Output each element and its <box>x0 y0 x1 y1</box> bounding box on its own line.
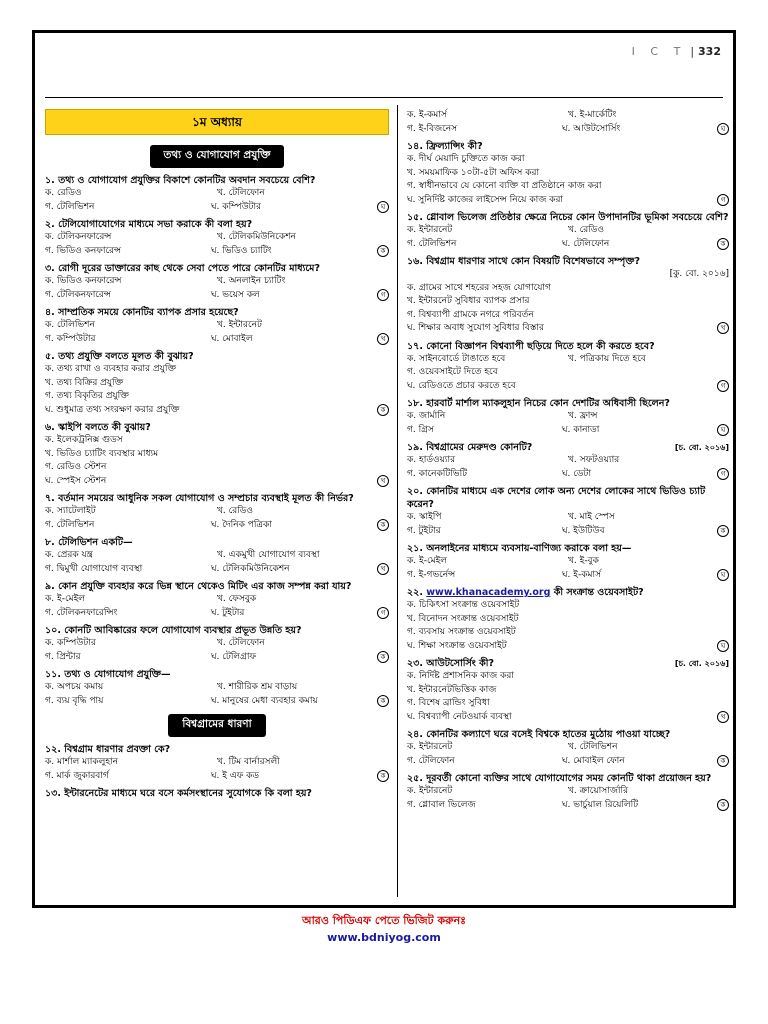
option: ঘ. ভয়েস কল <box>211 289 260 300</box>
option: গ. ব্যয় বৃদ্ধি পায় <box>45 695 104 706</box>
option: ঘ. টুইটার <box>211 607 245 618</box>
option: ঘ. ভিডিও চ্যাটিং <box>211 245 272 256</box>
question: ৩. রোগী দূরের ডাক্তারের কাছ থেকে সেবা পেতে পারে কোনটির মাধ্যমে? <box>45 263 320 274</box>
option: ক. সাইনবোর্ডে টাঙাতে হবে <box>407 353 506 364</box>
answer-mark: খ <box>377 333 389 345</box>
question <box>407 657 729 670</box>
question: ১৬. বিশ্বগ্রাম ধারণার সাথে কোন বিষয়টি বিশেষভাবে সম্পৃক্ত? <box>407 256 641 267</box>
option: গ. ব্যবসায় সংক্রান্ত ওয়েবসাইট <box>407 627 516 637</box>
option: খ. ফ্রান্স <box>568 411 598 421</box>
chapter-banner: ১ম অধ্যায় <box>45 109 389 135</box>
option: ঘ. শিক্ষার অবাধ সুযোগ সুবিধার বিস্তার <box>407 323 544 333</box>
option: গ. টেলিভিশন <box>407 238 457 249</box>
option: ঘ. আউটসোর্সিং <box>562 123 621 134</box>
question: ১৩. ইন্টারনেটের মাধ্যমে ঘরে বসে কর্মসংস্থানের সুযোগকে কি বলা হয়? <box>45 788 312 799</box>
options <box>407 454 729 481</box>
answer-mark: ঘ <box>717 569 729 581</box>
answer-mark: ক <box>717 799 729 811</box>
option: ঘ. বিশ্বব্যাপী নেটওয়ার্ক ব্যবস্থা <box>407 711 512 722</box>
options <box>45 756 389 783</box>
question: ২১. অনলাইনের মাধ্যমে ব্যবসায়-বাণিজ্য করাকে বলা হয়— <box>407 543 632 554</box>
option: ক. ই-মেইল <box>407 556 447 566</box>
question: ৬. স্কাইপি বলতে কী বুঝায়? <box>45 422 151 433</box>
option: খ. ই-বুক <box>568 556 599 566</box>
answer-mark: ক <box>717 525 729 537</box>
options <box>45 549 389 576</box>
option: ক. জার্মানি <box>407 411 446 421</box>
option: ক. তথ্য রাখা ও ব্যবহার করার প্রযুক্তি <box>45 364 177 374</box>
question-text: ২৩. আউটসোর্সিং কী? <box>407 658 495 669</box>
question: ২৫. দূরবর্তী কোনো ব্যক্তির সাথে যোগাযোগের সময় কোনটি থাকা প্রয়োজন হয়? <box>407 773 712 784</box>
option: ক. চিকিৎসা সংক্রান্ত ওয়েবসাইট <box>407 600 520 610</box>
option: খ. মাই স্পেস <box>568 512 615 522</box>
option: খ. টিম বার্নারসলী <box>217 757 280 767</box>
option: খ. শারীরিক শ্রম বাড়ায় <box>217 682 298 692</box>
page-footer <box>0 912 768 944</box>
option: ঘ. ইউটিউব <box>562 525 605 536</box>
option: ক. রেডিও <box>45 188 82 198</box>
header-rule <box>45 97 723 98</box>
question: ১০. কোনটি আবিষ্কারের ফলে যোগাযোগ ব্যবস্থার প্রভূত উন্নতি হয়? <box>45 625 302 636</box>
option: খ. টেলিফোন <box>217 188 265 198</box>
option: ক. ই-কমার্স <box>407 110 447 120</box>
option: খ. রেডিও <box>217 506 254 516</box>
options <box>407 599 729 653</box>
answer-mark: ক <box>377 245 389 257</box>
option: ক. দীর্ঘ মেয়াদি চুক্তিতে কাজ করা <box>407 154 525 164</box>
option: ঘ. টেলিফোন <box>562 238 610 249</box>
option: ঘ. ই-কমার্স <box>562 569 602 580</box>
option: গ. কম্পিউটার <box>45 333 96 344</box>
option: ক. টেলিকনফারেন্স <box>45 232 112 242</box>
board-note: [চ. বো. ২০১৬] <box>674 443 729 452</box>
option: ঘ. টেলিকমিউনিকেশন <box>211 563 290 574</box>
board-note: [চ. বো. ২০১৬] <box>674 659 729 668</box>
option: গ. তথ্য বিকৃতির প্রযুক্তি <box>45 391 129 401</box>
option: খ. ই-মার্কেটিং <box>568 110 617 120</box>
options <box>407 670 729 724</box>
question-text: কী সংক্রান্ত ওয়েবসাইট? <box>553 587 644 598</box>
option: ঘ. মোবাইল <box>211 333 253 344</box>
option: ক. ই-মেইল <box>45 594 85 604</box>
options <box>407 268 729 336</box>
answer-mark: ঘ <box>377 201 389 213</box>
option: ক. স্কাইপি <box>407 512 442 522</box>
option: গ. দ্বিমুখী যোগাযোগ ব্যবস্থা <box>45 563 143 574</box>
option: খ. ভিডিও চ্যাটিং ব্যবস্থার মাধ্যম <box>45 448 159 459</box>
options <box>407 741 729 768</box>
option: ক. মার্শাল ম্যাকলুহান <box>45 757 119 767</box>
option: ঘ. কম্পিউটার <box>211 201 262 212</box>
answer-mark: ক <box>377 651 389 663</box>
options <box>407 511 729 538</box>
options <box>407 224 729 251</box>
question: ১২. বিশ্বগ্রাম ধারণার প্রবক্তা কে? <box>45 744 171 755</box>
question: ২০. কোনটির মাধ্যমে এক দেশের লোক অন্য দেশের লোকের সাথে ভিডিও চ্যাট করেন? <box>407 486 706 510</box>
question: ১৪. ফ্রিল্যান্সিং কী? <box>407 141 483 152</box>
option: ঘ. শুধুমাত্র তথ্য সংরক্ষণ করার প্রযুক্তি <box>45 404 180 415</box>
option: ক. ইন্টারনেট <box>407 742 453 752</box>
answer-mark: ক <box>717 755 729 767</box>
answer-mark: ক <box>377 519 389 531</box>
section-heading: বিশ্বগ্রামের ধারণা <box>168 714 265 737</box>
option: খ. অনলাইন চ্যাটিং <box>217 276 286 286</box>
options <box>407 153 729 207</box>
question: ৪. সাম্প্রতিক সময়ে কোনটির ব্যাপক প্রসার হয়েছে? <box>45 307 239 318</box>
answer-mark: গ <box>717 380 729 392</box>
answer-mark: ঘ <box>717 123 729 135</box>
answer-mark: ক <box>377 695 389 707</box>
options <box>45 187 389 214</box>
question <box>407 441 729 454</box>
option: ঘ. ভার্চুয়াল রিয়েলিটি <box>562 799 639 810</box>
question: ২. টেলিযোগাযোগের মাধ্যমে সভা করাকে কী বলা হয়? <box>45 219 253 230</box>
page-number: 332 <box>698 45 721 58</box>
option: গ. ওয়েবসাইটে দিতে হবে <box>407 367 498 377</box>
option: ঘ. শিক্ষা সংক্রান্ত ওয়েবসাইট <box>407 640 507 651</box>
option: গ. ই-গভর্নেন্স <box>407 569 456 580</box>
right-column <box>407 109 729 812</box>
answer-mark: ঘ <box>717 640 729 652</box>
option: গ. প্রিন্টার <box>45 651 81 662</box>
option: ক. ভিডিও কনফারেন্স <box>45 276 122 286</box>
left-column <box>45 109 389 800</box>
option: খ. সফটওয়্যার <box>568 455 620 465</box>
website-link[interactable]: www.khanacademy.org <box>426 587 551 598</box>
answer-mark: খ <box>717 711 729 723</box>
option: খ. ইন্টারনেট সুবিধার ব্যাপক প্রসার <box>407 296 530 306</box>
page-frame <box>32 30 736 908</box>
answer-mark: খ <box>377 563 389 575</box>
option: গ. টেলিকনফারেন্সিং <box>45 607 118 618</box>
option: ক. ইন্টারনেট <box>407 225 453 235</box>
option: গ. মার্ক জুকারবার্গ <box>45 770 109 781</box>
question: ১. তথ্য ও যোগাযোগ প্রযুক্তির বিকাশে কোনটির অবদান সবচেয়ে বেশি? <box>45 175 316 186</box>
option: খ. ইন্টারনেটভিত্তিক কাজ <box>407 684 497 695</box>
option: ক. অপচয় কমায় <box>45 682 104 692</box>
answer-mark: ঘ <box>717 424 729 436</box>
column-divider <box>397 105 398 897</box>
option: গ. টেলিকনফারেন্স <box>45 289 111 300</box>
options <box>45 363 389 417</box>
option: গ. কানেকটিভিটি <box>407 468 468 479</box>
answer-mark: ক <box>717 238 729 250</box>
option: গ. টুইটার <box>407 525 441 536</box>
answer-mark: ক <box>377 770 389 782</box>
option: গ. ই-বিজনেস <box>407 123 458 134</box>
subject-label: I C T <box>631 45 687 58</box>
option: ঘ. মোবাইল ফোন <box>562 755 625 766</box>
options <box>45 593 389 620</box>
option: গ. টেলিফোন <box>407 755 455 766</box>
option: খ. ফেসবুক <box>217 594 257 604</box>
question: ২৪. কোনটির কল্যাণে ঘরে বসেই বিশ্বকে হাতের মুঠোয় পাওয়া যাচ্ছে? <box>407 729 671 740</box>
option: ঘ. ডেটা <box>562 468 592 479</box>
options <box>407 353 729 394</box>
question: ৯. কোন প্রযুক্তি ব্যবহার করে ভিন্ন স্থানে থেকেও মিটিং এর কাজ সম্পন্ন করা যায়? <box>45 581 352 592</box>
option: ঘ. দৈনিক পত্রিকা <box>211 519 272 530</box>
question: ১৭. কোনো বিজ্ঞাপন বিশ্বব্যাপী ছড়িয়ে দিতে হলে কী করতে হবে? <box>407 340 655 352</box>
option: খ. একমুখী যোগাযোগ ব্যবস্থা <box>217 550 320 560</box>
option: ঘ. সুনির্দিষ্ট কাজের লাইসেন্স নিয়ে কাজ করা <box>407 194 564 205</box>
option: গ. বিশেষ ব্রান্ডিং সুবিধা <box>407 698 490 708</box>
answer-mark: খ <box>717 322 729 334</box>
board-note: [কু. বো. ২০১৬] <box>669 269 729 279</box>
options <box>45 434 389 488</box>
option: ক. ইলেকট্রনিক্স গুডস <box>45 435 123 445</box>
option: খ. তথ্য বিক্রির প্রযুক্তি <box>45 377 124 388</box>
option: ক. হার্ডওয়্যার <box>407 455 456 465</box>
answer-mark: গ <box>377 289 389 301</box>
option: ঘ. টেলিগ্রাফ <box>211 651 257 662</box>
option: খ. টেলিফোন <box>217 638 265 648</box>
option: খ. ক্রায়োসার্জারি <box>568 786 629 796</box>
answer-mark: খ <box>377 475 389 487</box>
question: ১৮. হারবার্ট মার্শাল ম্যাকলুহান নিচের কোন দেশটির অধিবাসী ছিলেন? <box>407 398 670 409</box>
footer-promo: আরও পিডিএফ পেতে ভিজিট করুনঃ <box>301 914 467 927</box>
options <box>407 785 729 812</box>
option: গ. টেলিভিশন <box>45 201 95 212</box>
option: গ. গ্রিস <box>407 424 434 435</box>
option: গ. টেলিভিশন <box>45 519 95 530</box>
options <box>407 555 729 582</box>
question-number: ২২. <box>407 587 423 598</box>
question: ৮. টেলিভিশন একটি— <box>45 537 133 548</box>
options <box>45 681 389 708</box>
options <box>45 505 389 532</box>
option: খ. রেডিও <box>568 225 605 235</box>
answer-mark: গ <box>377 607 389 619</box>
answer-mark: গ <box>717 194 729 206</box>
option: ক. ইন্টারনেট <box>407 786 453 796</box>
option: ক. প্রেরক যন্ত্র <box>45 550 93 560</box>
option: ক. গ্রামের সাথে শহরের সহজ যোগাযোগ <box>407 282 551 293</box>
question: ৫. তথ্য প্রযুক্তি বলতে মূলত কী বুঝায়? <box>45 351 194 362</box>
answer-mark: গ <box>717 468 729 480</box>
question-text: ১৯. বিশ্বগ্রামের মেরুদণ্ড কোনটি? <box>407 442 533 453</box>
options <box>45 319 389 346</box>
options <box>45 637 389 664</box>
options <box>407 109 729 136</box>
option: ক. নির্দিষ্ট প্রশাসনিক কাজ করা <box>407 671 514 681</box>
option: খ. টেলিভিশন <box>568 742 618 752</box>
options <box>407 410 729 437</box>
option: ঘ. রেডিওতে প্রচার করতে হবে <box>407 380 516 391</box>
section-heading: তথ্য ও যোগাযোগ প্রযুক্তি <box>150 145 285 168</box>
option: খ. পত্রিকায় দিতে হবে <box>568 353 646 364</box>
option: ঘ. ই এফ কড <box>211 770 260 781</box>
option: ক. কম্পিউটার <box>45 638 96 648</box>
options <box>45 275 389 302</box>
option: খ. ইন্টারনেট <box>217 320 262 330</box>
option: গ. গ্লোবাল ভিলেজ <box>407 799 476 810</box>
option: গ. রেডিও স্টেশন <box>45 462 107 472</box>
answer-mark: ক <box>377 404 389 416</box>
question <box>407 586 729 599</box>
option: ঘ. স্পেইস স্টেশন <box>45 475 107 486</box>
option: ঘ. মানুষের মেধা ব্যবহার কমায় <box>211 695 318 706</box>
question: ১৫. গ্লোবাল ভিলেজ প্রতিষ্ঠার ক্ষেত্রে নিচের কোন উপাদানটির ভূমিকা সবচেয়ে বেশি? <box>407 212 729 223</box>
option: ক. স্যাটেলাইট <box>45 506 96 516</box>
option: খ. সময়মাফিক ১০টা-৫টা অফিস করা <box>407 167 540 178</box>
question: ৭. বর্তমান সময়ের আধুনিক সকল যোগাযোগ ও সম্প্রচার ব্যবস্থাই মূলত কী নির্ভর? <box>45 493 354 504</box>
option: খ. বিনোদন সংক্রান্ত ওয়েবসাইট <box>407 613 519 624</box>
option: খ. টেলিকমিউনিকেশন <box>217 232 296 242</box>
option: গ. ভিডিও কনফারেন্স <box>45 245 122 256</box>
options <box>45 231 389 258</box>
option: ঘ. কানাডা <box>562 424 600 435</box>
option: গ. বিশ্বব্যাপী গ্রামকে নগরে পরিবর্তন <box>407 309 534 320</box>
footer-link[interactable]: www.bdniyog.com <box>327 931 441 944</box>
question: ১১. তথ্য ও যোগাযোগ প্রযুক্তি— <box>45 669 171 680</box>
option: গ. স্বাধীনভাবে যে কোনো ব্যক্তি বা প্রতিষ্ঠানে কাজ করা <box>407 181 602 191</box>
option: ক. টেলিভিশন <box>45 320 95 330</box>
page-header: I C T | 332 <box>631 45 721 58</box>
